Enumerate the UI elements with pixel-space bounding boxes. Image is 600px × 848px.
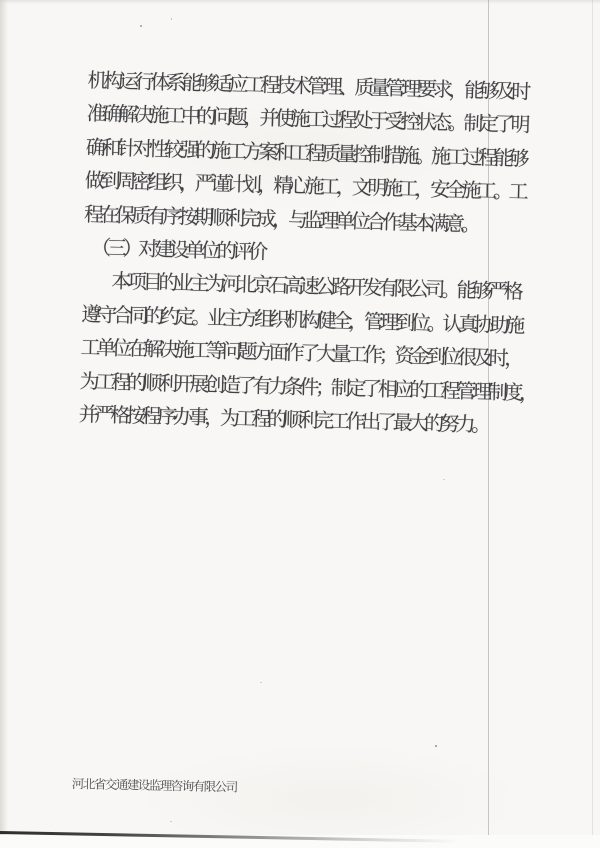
scan-right-edge-line	[592, 0, 593, 848]
text-line: 机构运行体系能够适应工程技术管理、质量管理要求，能够及时	[87, 69, 528, 104]
dust-speck	[171, 18, 172, 20]
dust-speck	[443, 479, 445, 480]
text-line: 遵守合同的约定。业主方组织机构健全，管理到位。认真协助施	[81, 303, 522, 338]
text-line: 并严格按程序办事，为工程的顺利完工作出了最大的努力。	[78, 403, 488, 437]
scan-top-edge-shadow	[0, 0, 600, 4]
footer-company-name: 河北省交通建设监理咨询有限公司	[71, 776, 237, 795]
text-line: 确和针对性较强的施工方案和工程质量控制措施。施工过程能够	[85, 136, 526, 171]
paragraph-owner-evaluation	[78, 265, 534, 444]
text-line: 工单位在解决施工等问题方面作了大量工作；资金到位很及时，	[80, 337, 521, 371]
scan-left-edge-shadow	[0, 0, 8, 848]
text-line: 本项目的业主为河北京石高速公路开发有限公司。能够严格	[111, 271, 520, 304]
text-block	[78, 65, 539, 444]
dust-speck	[170, 821, 172, 822]
text-line: 为工程的顺利开展创造了有力条件；制定了相应的工程管理制度，	[79, 370, 536, 405]
text-line: 做到周密组织，严谨计划，精心施工，文明施工，安全施工。工	[84, 170, 525, 204]
paragraph-contractor-evaluation	[84, 65, 540, 244]
text-line: 准确解决施工中的问题，并使施工过程处于受控状态。制定了明	[86, 103, 527, 137]
dust-speck	[260, 682, 262, 683]
dust-speck	[435, 745, 437, 747]
section-heading: （三）对建设单位的评价	[90, 237, 265, 264]
dust-speck	[140, 25, 142, 27]
text-line: 程在保质有序按期顺利完成，与监理单位合作基本满意。	[83, 203, 477, 236]
